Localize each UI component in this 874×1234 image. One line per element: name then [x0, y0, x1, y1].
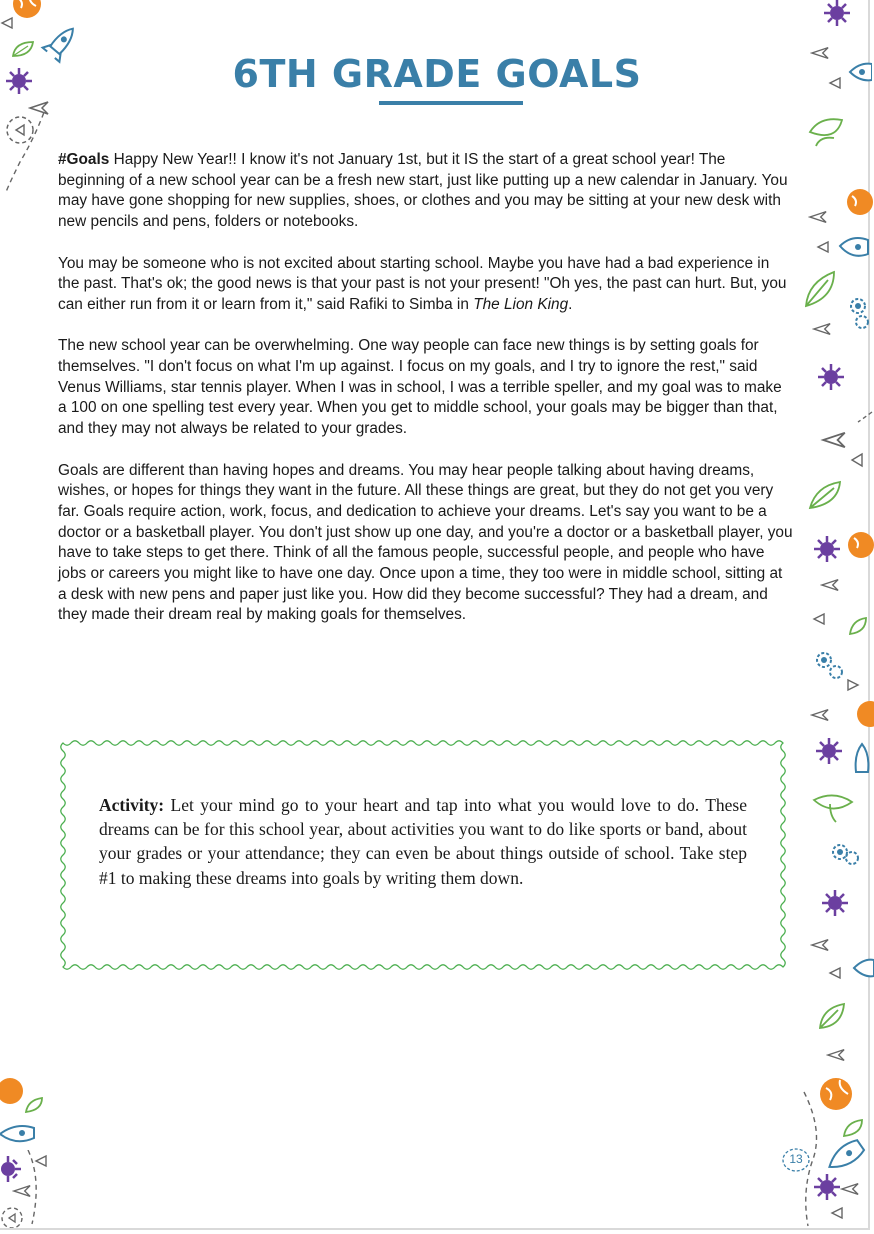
airplane-icon	[820, 428, 848, 452]
virus-icon	[820, 0, 854, 30]
triangle-icon	[0, 16, 14, 30]
activity-box	[60, 740, 786, 970]
globe-icon	[844, 186, 874, 220]
airplane-icon	[826, 1046, 846, 1064]
globe-icon	[852, 698, 874, 730]
goals-hashtag: #Goals	[58, 151, 110, 168]
virus-icon	[814, 736, 844, 766]
leaf-icon	[810, 790, 856, 824]
paragraph-2	[58, 254, 793, 316]
triangle-icon	[830, 1206, 844, 1220]
triangle-icon	[846, 678, 860, 692]
paragraph-4-text: Goals are different than having hopes and dreams. You may hear people talking about having dreams, wishes, or hopes for things they want in the future. All these things are great, but they do not get you very far. Goals require action, work, focus, and dedication to achieve your dreams. Let's say you want to be a doctor or a basketball player. You don't just show up one day, and you're a doctor or a basketball player, you have to take steps to get there. Think of all the famous people, successful people, and people who have jobs or careers you might like to have one day. Once upon a time, they too were in middle school, sitting at a desk with new pens and paper just like you. How did they become successful? They had a dream, and they made their dream real by making goals for themselves.	[58, 461, 793, 624]
title-underline	[379, 101, 523, 105]
rocket-icon	[852, 742, 872, 778]
article-body	[58, 150, 793, 647]
activity-text: Let your mind go to your heart and tap into what you would love to do. These dreams can be for this school year, about activities you want to do like sports or band, about your grades or your attendance; they can even be about things outside of school. Take step #1 to making these dreams into goals by writing them down.	[99, 795, 747, 888]
triangle-icon	[816, 240, 830, 254]
triangle-icon	[846, 410, 874, 472]
airplane-icon	[810, 936, 830, 954]
airplane-icon	[820, 576, 840, 594]
rocket-icon	[836, 232, 872, 262]
airplane-icon	[840, 1180, 860, 1198]
page-number: 13	[789, 1152, 803, 1166]
rocket-icon	[850, 954, 874, 982]
paragraph-4	[58, 461, 793, 627]
virus-icon	[812, 534, 842, 564]
activity-content	[99, 793, 747, 890]
virus-icon	[820, 888, 850, 918]
page-title: 6TH GRADE GOALS	[232, 52, 642, 96]
paragraph-2-end: .	[568, 295, 573, 313]
activity-label: Activity:	[99, 795, 165, 815]
leaf-icon	[806, 112, 846, 152]
globe-icon	[844, 528, 874, 562]
airplane-icon	[810, 706, 830, 724]
gear-icon	[844, 294, 874, 332]
triangle-icon	[4, 112, 44, 192]
leaf-icon	[800, 266, 840, 312]
triangle-icon	[828, 966, 842, 980]
page-number-badge	[781, 1147, 811, 1173]
leaf-icon	[806, 478, 852, 514]
paragraph-3-text: The new school year can be overwhelming. One way people can face new things is by setting goals for themselves. "I don't focus on what I'm up against. I focus on my goals, and I try to ignore the rest," said Venus Williams, star tennis player. When I was in school, I was a terrible speller, and my goal was to make a 100 on one spelling test every year. When you get to middle school, your goals may be bigger than that, and they may not always be related to your grades.	[58, 337, 782, 438]
triangle-icon	[812, 612, 826, 626]
leaf-icon	[816, 1000, 848, 1034]
rocket-icon	[0, 1118, 38, 1148]
paragraph-2-text: You may be someone who is not excited about starting school. Maybe you have had a bad experience in the past. That's ok; the good news is that your past is not your present! "Oh yes, the past can hurt. But, you can either run from it or learn from it," said Rafiki to Simba in	[58, 254, 787, 313]
leaf-icon	[846, 614, 870, 638]
gear-icon	[812, 648, 846, 682]
leaf-icon	[22, 1094, 46, 1116]
airplane-icon	[808, 208, 828, 226]
paragraph-3	[58, 336, 793, 440]
movie-title: The Lion King	[473, 295, 569, 313]
airplane-icon	[812, 320, 832, 338]
triangle-icon	[0, 1150, 46, 1228]
virus-icon	[816, 362, 846, 392]
paragraph-1	[58, 150, 793, 233]
gear-icon	[828, 840, 862, 870]
paragraph-1-text: Happy New Year!! I know it's not January 1st, but it IS the start of a great school year! The beginning of a new school year can be a fresh new start, just like putting up a new calendar in January. You may have gone shopping for new supplies, shoes, or clothes and you may be sitting at your new desk with new pencils and pens, folders or notebooks.	[58, 151, 788, 231]
